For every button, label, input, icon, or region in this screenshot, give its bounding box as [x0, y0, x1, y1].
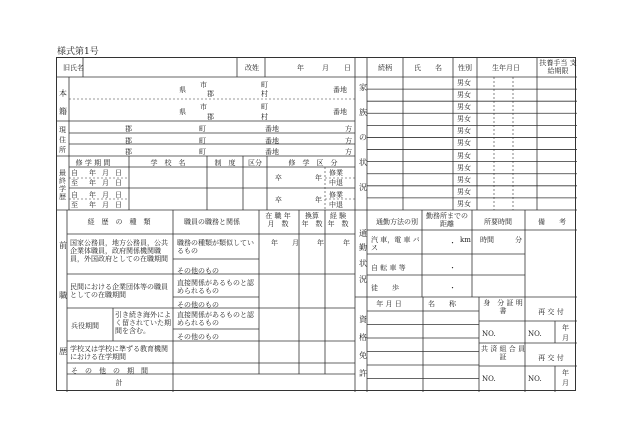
commute-distance-header: 勤務所までの距離: [426, 212, 468, 228]
career-row3-relation-b: その他のもの: [177, 333, 219, 341]
domicile-gun-2: 郡: [207, 113, 214, 121]
edu-to-1-month: 月: [102, 179, 109, 187]
education-school-header: 学 校 名: [150, 159, 186, 167]
commute-time-header: 所要時間: [484, 218, 512, 226]
license-side-2: 格: [359, 333, 367, 342]
domicile-prefecture-1: 県: [179, 86, 186, 94]
career-years-header: 在 職 年 月 数: [265, 212, 291, 228]
career-row3-type: 兵役期間: [71, 322, 99, 330]
address-kata-1: 方: [345, 125, 352, 133]
family-sex-header: 性別: [458, 64, 472, 72]
edu-from-2-month: 月: [102, 191, 109, 199]
edu-to-1: 至: [71, 179, 78, 187]
address-town-3: 町: [199, 148, 206, 156]
license-reissue-year-1: 年: [562, 324, 569, 332]
career-type-header: 経 歴 の 種 類: [87, 218, 151, 226]
license-reissue-year-2: 年: [562, 369, 569, 377]
form-code: 様式第1号: [57, 47, 99, 57]
education-division-header: 区分: [248, 159, 262, 167]
name-change-year: 年: [297, 64, 304, 72]
family-row-sex-2: 男女: [457, 91, 471, 100]
family-side-2: 族: [359, 108, 367, 117]
edu-to-1-day: 日: [115, 179, 122, 187]
domicile-banchi-2: 番地: [333, 108, 347, 116]
family-side-3: の: [359, 133, 367, 142]
edu-withdrew-1: 中退: [329, 179, 343, 187]
license-reissue-number-2: NO.: [528, 375, 542, 383]
license-mutual-number: NO.: [482, 375, 496, 383]
career-row3-note: 引き続き海外によく留されていた期間を含む。: [115, 311, 171, 335]
address-gun-2: 郡: [125, 137, 132, 145]
domicile-town-1: 町: [261, 81, 268, 89]
edu-to-1-year: 年: [89, 179, 96, 187]
family-row-sex-1: 男女: [457, 79, 471, 87]
license-name-header: 名 称: [428, 300, 456, 308]
career-row1-month: 月: [292, 239, 299, 247]
edu-withdrew-2: 中退: [329, 201, 343, 209]
career-exp-header: 経 験 年 数: [327, 212, 349, 228]
domicile-banchi-1: 番地: [333, 86, 347, 94]
career-row4-type: 学校又は学校に準ずる教育機関における在学期間: [70, 345, 168, 361]
domicile-label-1: 本: [59, 89, 67, 98]
career-row1-relation-a: 職務の種類が類似しているもの: [177, 239, 254, 255]
address-gun-3: 郡: [125, 148, 132, 156]
license-reissue-1: 再 交 付: [538, 308, 564, 316]
family-name-header: 氏 名: [414, 64, 442, 72]
license-id-cert: 身 分 証 明 書: [483, 299, 523, 315]
address-label-3: 所: [59, 146, 66, 154]
career-side-3: 歴: [59, 347, 67, 356]
license-date-header: 年 月 日: [376, 300, 402, 308]
career-row3-relation-a: 直接関係があるものと認められるもの: [177, 311, 254, 327]
edu-from-2-day: 日: [115, 191, 122, 199]
career-converted-header: 換算 年 数: [301, 212, 323, 228]
career-row1-type: 国家公務員，地方公務員，公共企業体職員，政府関係機関職員，外国政府としての在職期間: [70, 239, 168, 263]
edu-graduated-2: 卒: [275, 196, 282, 204]
address-kata-2: 方: [345, 137, 352, 145]
address-banchi-1: 番地: [265, 125, 279, 133]
edu-from-1: 自: [71, 169, 78, 177]
commute-side-1: 通: [359, 229, 367, 238]
license-side-4: 許: [359, 369, 367, 378]
address-kata-3: 方: [345, 148, 352, 156]
edu-grad-year-1: 年: [315, 174, 322, 182]
commute-minute: 分: [515, 236, 522, 244]
edu-from-2-year: 年: [89, 191, 96, 199]
former-name-label: 旧氏名: [63, 64, 84, 72]
education-system-header: 制 度: [214, 159, 236, 167]
name-change-label: 改姓: [245, 64, 259, 72]
family-row-sex-10: 男女: [457, 187, 471, 196]
commute-walk-dot: ・: [449, 284, 456, 292]
address-label-2: 住: [59, 136, 66, 144]
domicile-village-2: 村: [261, 113, 268, 121]
career-side-1: 前: [59, 241, 67, 250]
family-side-1: 家: [359, 83, 367, 92]
career-row1-year: 年: [271, 239, 278, 247]
commute-bicycle-dot: ・: [449, 264, 456, 272]
commute-remarks-header: 備 考: [538, 218, 566, 226]
license-reissue-number-1: NO.: [528, 330, 542, 338]
family-side-4: 状: [359, 158, 367, 167]
family-allowance-header: 扶養手当 支給期限: [539, 59, 577, 75]
career-relation-header: 職員の職務と関係: [184, 218, 240, 226]
address-gun-1: 郡: [125, 125, 132, 133]
career-side-2: 職: [59, 291, 67, 300]
family-row-sex-6: 男女: [457, 139, 471, 148]
license-reissue-2: 再 交 付: [538, 354, 564, 362]
domicile-city-1: 市: [200, 81, 207, 89]
domicile-gun-1: 郡: [207, 90, 214, 98]
license-reissue-month-2: 月: [562, 379, 569, 387]
license-side-1: 資: [359, 315, 367, 324]
domicile-label-2: 籍: [59, 107, 67, 116]
commute-side-2: 勤: [359, 243, 367, 252]
family-row-sex-9: 男女: [457, 175, 471, 184]
edu-completed-2: 修業: [329, 191, 343, 199]
domicile-prefecture-2: 県: [179, 108, 186, 116]
license-mutual-cert: 共 済 組 合 員 証: [481, 345, 525, 361]
family-birth-header: 生年月日: [492, 64, 520, 72]
license-id-number: NO.: [482, 330, 496, 338]
family-row-sex-5: 男女: [457, 127, 471, 136]
commute-hour: 時間: [480, 236, 494, 244]
edu-from-1-day: 日: [115, 169, 122, 177]
edu-from-1-year: 年: [89, 169, 96, 177]
commute-walk: 徒 歩: [371, 284, 399, 292]
commute-train-dot: ・: [449, 239, 456, 247]
commute-side-4: 況: [359, 275, 367, 284]
edu-from-2: 自: [71, 191, 78, 199]
commute-side-3: 状: [359, 259, 367, 268]
edu-to-2: 至: [71, 201, 78, 209]
edu-from-1-month: 月: [102, 169, 109, 177]
career-row2-relation-b: その他のもの: [177, 301, 219, 309]
career-total: 計: [115, 379, 123, 387]
family-row-sex-8: 男女: [457, 163, 471, 172]
commute-km: km: [460, 236, 471, 244]
commute-method-header: 通勤方法の別: [376, 218, 418, 226]
name-change-day: 日: [344, 64, 351, 72]
license-side-3: 免: [359, 351, 367, 360]
career-row1-exp-year: 年: [343, 239, 350, 247]
career-row1-relation-b: その他のもの: [177, 267, 219, 275]
name-change-month: 月: [322, 64, 329, 72]
family-row-sex-4: 男女: [457, 115, 471, 124]
edu-to-2-month: 月: [102, 201, 109, 209]
edu-grad-year-2: 年: [315, 196, 322, 204]
edu-to-2-day: 日: [115, 201, 122, 209]
address-banchi-2: 番地: [265, 137, 279, 145]
family-row-sex-3: 男女: [457, 103, 471, 112]
career-row5-type: そ の 他 の 期 間: [71, 367, 148, 375]
education-completion-header: 修 学 区 分: [288, 159, 338, 167]
license-reissue-month-1: 月: [562, 334, 569, 342]
career-row2-type: 民間における企業団体等の職員としての在職期間: [70, 283, 168, 299]
education-period-header: 修 学 期 間: [75, 159, 111, 167]
personnel-record-form: [56, 57, 576, 391]
domicile-town-2: 町: [261, 103, 268, 111]
education-side-label: 最終学歴: [59, 169, 66, 201]
career-row1-conv-year: 年: [317, 239, 324, 247]
family-row-sex-7: 男女: [457, 151, 471, 160]
edu-to-2-year: 年: [89, 201, 96, 209]
edu-graduated-1: 卒: [275, 174, 282, 182]
family-relation-header: 続柄: [378, 64, 392, 72]
family-row-sex-11: 男女: [457, 199, 471, 208]
address-banchi-3: 番地: [265, 148, 279, 156]
domicile-village-1: 村: [261, 90, 268, 98]
address-town-2: 町: [199, 137, 206, 145]
edu-completed-1: 修業: [329, 169, 343, 177]
commute-train: 汽 車，電 車 バス: [371, 236, 420, 252]
family-side-5: 況: [359, 183, 367, 192]
career-row2-relation-a: 直接関係があるものと認められるもの: [177, 279, 254, 295]
domicile-city-2: 市: [200, 103, 207, 111]
commute-bicycle: 自 転 車 等: [371, 264, 406, 272]
address-town-1: 町: [199, 125, 206, 133]
address-label-1: 現: [59, 126, 66, 134]
